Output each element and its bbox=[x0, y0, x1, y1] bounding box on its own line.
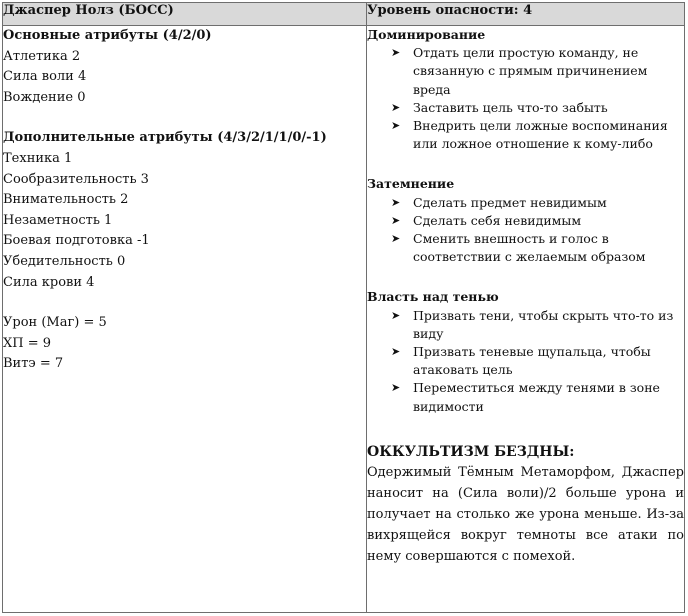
power-item: ➤ Переместиться между тенями в зоне видимости bbox=[391, 380, 660, 414]
spacer bbox=[367, 416, 684, 438]
disciplines-column bbox=[367, 26, 685, 613]
attribute-combat: Боевая подготовка -1 bbox=[3, 233, 150, 249]
spacer bbox=[3, 293, 366, 313]
stat-damage: Урон (Маг) = 5 bbox=[3, 315, 107, 331]
attribute-persuasion: Убедительность 0 bbox=[3, 253, 126, 269]
body-row bbox=[3, 26, 685, 613]
discipline-title-obtenebration: Власть над тенью bbox=[367, 289, 499, 305]
extra-attributes-title: Дополнительные атрибуты (4/3/2/1/1/0/-1) bbox=[3, 130, 327, 146]
arrow-bullet-icon: ➤ bbox=[391, 345, 401, 359]
stat-vitae: Витэ = 7 bbox=[3, 356, 64, 372]
power-item: ➤ Внедрить цели ложные воспоминания или ложное отношение к кому-либо bbox=[391, 118, 668, 152]
power-item: ➤ Сделать предмет невидимым bbox=[367, 194, 684, 212]
attribute-blood-potency: Сила крови 4 bbox=[3, 274, 95, 290]
arrow-bullet-icon: ➤ bbox=[391, 381, 401, 395]
character-sheet-table bbox=[2, 2, 685, 613]
discipline-title-obfuscate: Затемнение bbox=[367, 176, 455, 192]
power-item: ➤ Призвать тени, чтобы скрыть что-то из виду bbox=[391, 307, 674, 341]
arrow-bullet-icon: ➤ bbox=[391, 308, 401, 322]
attribute-stealth: Незаметность 1 bbox=[3, 212, 113, 228]
header-row bbox=[3, 3, 685, 26]
stat-hp: ХП = 9 bbox=[3, 335, 52, 351]
arrow-bullet-icon: ➤ bbox=[391, 119, 401, 133]
power-item: ➤ Отдать цели простую команду, не связанную с прямым причинением вреда bbox=[391, 45, 648, 97]
abyss-occultism-title: ОККУЛЬТИЗМ БЕЗДНЫ: bbox=[367, 443, 575, 460]
attribute-awareness: Внимательность 2 bbox=[3, 192, 129, 208]
arrow-bullet-icon: ➤ bbox=[391, 46, 401, 60]
attribute-driving: Вождение 0 bbox=[3, 89, 86, 105]
discipline-title-dominate: Доминирование bbox=[367, 27, 486, 42]
arrow-bullet-icon: ➤ bbox=[391, 195, 401, 209]
attributes-column bbox=[3, 26, 367, 613]
spacer bbox=[3, 108, 366, 128]
power-item: ➤ Призвать теневые щупальца, чтобы атаковать цель bbox=[391, 344, 651, 378]
arrow-bullet-icon: ➤ bbox=[391, 100, 401, 114]
attribute-wits: Сообразительность 3 bbox=[3, 171, 149, 187]
power-item: ➤ Сделать себя невидимым bbox=[367, 212, 684, 230]
spacer bbox=[367, 153, 684, 175]
abyss-occultism-text: Одержимый Тёмным Метаморфом, Джаспер наносит на (Сила воли)/2 больше урона и получает на столько же урона меньше. Из-за вихрящейся вокруг темноты все атаки по нему совершаются с помехой. bbox=[367, 464, 684, 564]
arrow-bullet-icon: ➤ bbox=[391, 213, 401, 227]
arrow-bullet-icon: ➤ bbox=[391, 232, 401, 246]
attribute-willpower: Сила воли 4 bbox=[3, 69, 87, 85]
character-name: Джаспер Нолз (БОСС) bbox=[3, 3, 367, 26]
danger-level: Уровень опасности: 4 bbox=[367, 3, 685, 26]
discipline-powers-obfuscate bbox=[367, 194, 684, 267]
power-item: ➤ Заставить цель что-то забыть bbox=[367, 99, 684, 117]
main-attributes-title: Основные атрибуты (4/2/0) bbox=[3, 28, 212, 43]
attribute-technology: Техника 1 bbox=[3, 150, 73, 166]
discipline-powers-dominate bbox=[367, 44, 684, 153]
power-item: ➤ Сменить внешность и голос в соответствии с желаемым образом bbox=[391, 231, 646, 265]
discipline-powers-obtenebration bbox=[367, 307, 684, 416]
spacer bbox=[367, 266, 684, 288]
attribute-athletics: Атлетика 2 bbox=[3, 48, 81, 64]
